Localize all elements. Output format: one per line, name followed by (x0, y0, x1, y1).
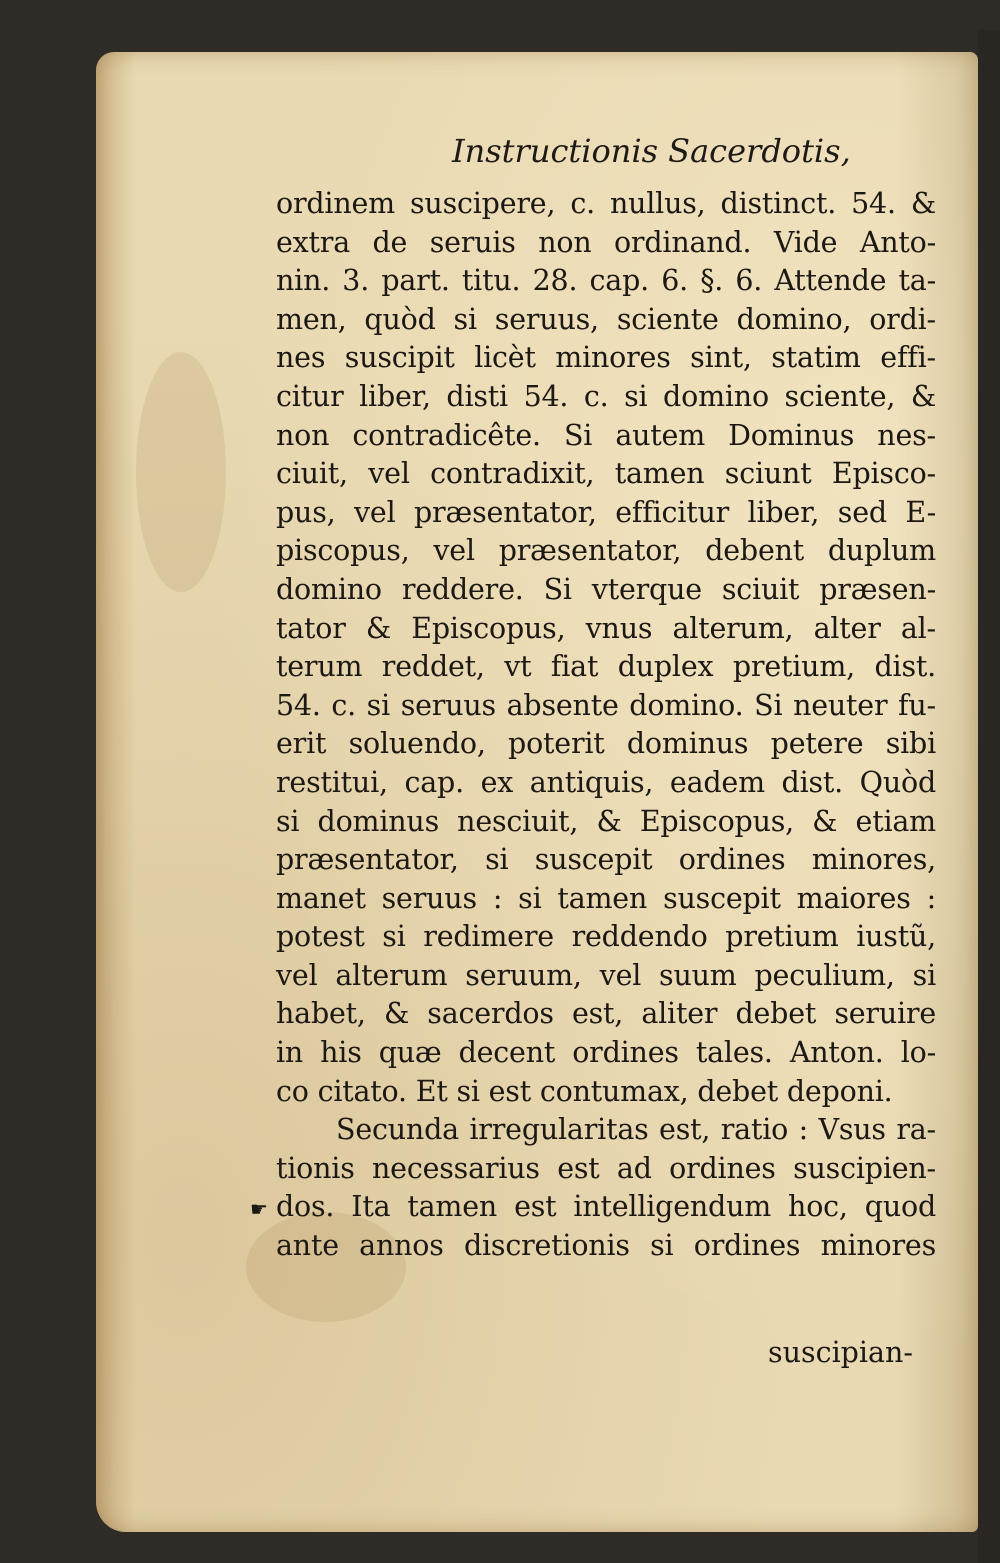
text-line: præsentator, si suscepit ordines minores, (276, 843, 936, 877)
text-line: Secunda irregularitas est, ratio : Vsus ra- (336, 1113, 936, 1147)
text-line: si dominus nesciuit, & Episcopus, & etiam (276, 804, 936, 838)
text-line: nes suscipit licèt minores sint, statim effi- (276, 341, 936, 375)
text-line: in his quæ decent ordines tales. Anton. lo- (276, 1036, 936, 1070)
text-line: extra de seruis non ordinand. Vide Anto- (276, 225, 936, 259)
text-line: ante annos discretionis si ordines minores (276, 1229, 936, 1263)
text-line: tator & Episcopus, vnus alterum, alter al- (276, 611, 936, 645)
text-line: co citato. Et si est contumax, debet deponi. (276, 1074, 893, 1108)
text-line: domino reddere. Si vterque sciuit præsen- (276, 572, 936, 606)
text-line: ordinem suscipere, c. nullus, distinct. 54. & (276, 187, 936, 220)
text-line: habet, & sacerdos est, aliter debet seruire (276, 997, 936, 1031)
text-line: restitui, cap. ex antiquis, eadem dist. Quòd (276, 765, 936, 799)
paper-stain (136, 352, 226, 592)
text-line: piscopus, vel præsentator, debent duplum (276, 534, 936, 568)
text-line: tionis necessarius est ad ordines suscipien- (276, 1151, 936, 1185)
text-line: terum reddet, vt fiat duplex pretium, dist. (276, 650, 936, 684)
text-line: potest si redimere reddendo pretium iustũ, (276, 920, 936, 954)
text-line: pus, vel præsentator, efficitur liber, sed E- (276, 495, 936, 529)
book-spine (978, 30, 1000, 1563)
body-text (276, 185, 936, 1266)
pointing-hand-icon: ☛ (250, 1199, 268, 1221)
text-line: vel alterum seruum, vel suum peculium, si (276, 958, 936, 992)
text-line: ciuit, vel contradixit, tamen sciunt Episco- (276, 457, 936, 491)
text-line: men, quòd si seruus, sciente domino, ordi- (276, 302, 936, 336)
text-line: manet seruus : si tamen suscepit maiores : (276, 881, 936, 915)
running-head: Instructionis Sacerdotis, (452, 132, 851, 170)
text-line: non contradicête. Si autem Dominus nes- (276, 418, 936, 452)
text-line: citur liber, disti 54. c. si domino sciente, & (276, 379, 936, 413)
text-line: nin. 3. part. titu. 28. cap. 6. §. 6. Attende ta- (276, 264, 936, 298)
text-line: 54. c. si seruus absente domino. Si neuter fu- (276, 688, 936, 722)
text-line: dos. Ita tamen est intelligendum hoc, quod (276, 1190, 936, 1224)
text-line: erit soluendo, poterit dominus petere sibi (276, 727, 936, 761)
catchword: suscipian- (768, 1336, 914, 1369)
